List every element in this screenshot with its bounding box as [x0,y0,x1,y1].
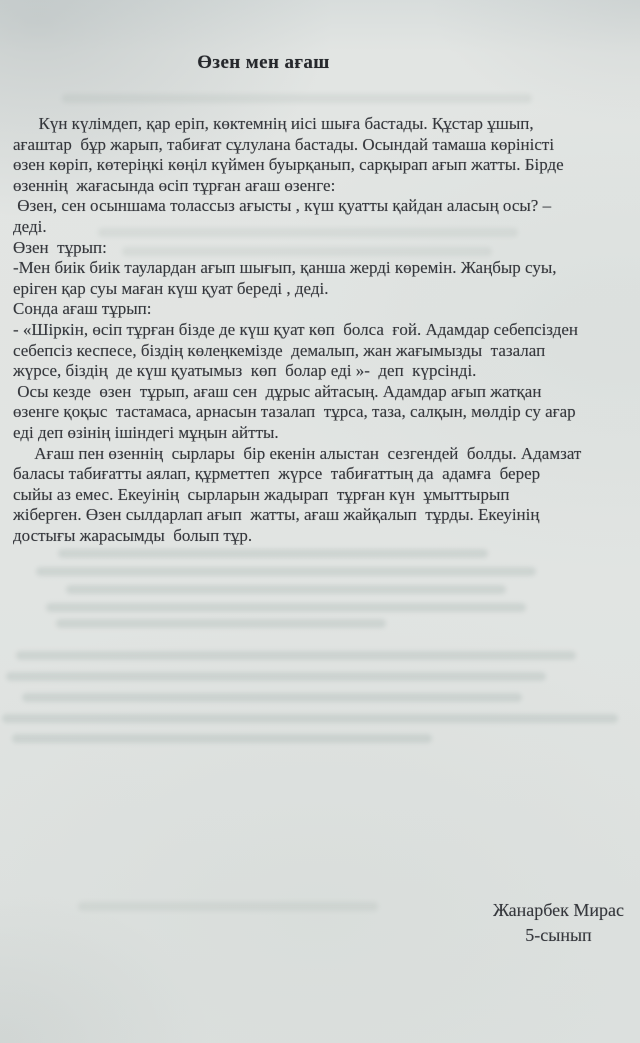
bleedthrough-line [56,619,386,628]
text-line: жіберген. Өзен сылдарлап ағып жатты, ағаш жайқалып тұрды. Екеуінің [13,505,540,525]
bleedthrough-line [6,672,546,681]
document-title: Өзен мен ағаш [197,52,330,73]
bleedthrough-line [66,585,506,594]
text-line: Өзен, сен осыншама толассыз ағысты , күш қуатты қайдан аласың осы? – [13,196,552,216]
text-line: еріген қар суы маған күш қуат береді , деді. [13,278,329,298]
text-line: Күн күлімдеп, қар еріп, көктемнің иісі шыға бастады. Құстар ұшып, [13,114,534,133]
text-line: -Мен биік биік таулардан ағып шығып, қанша жерді көремін. Жаңбыр суы, [13,258,557,278]
author-grade: 5-сынып [525,925,592,945]
text-line: Осы кезде өзен тұрып, ағаш сен дұрыс айтасың. Адамдар ағып жатқан [13,381,542,401]
bleedthrough-line [2,714,618,723]
text-line: - «Шіркін, өсіп тұрған бізде де күш қуат көп болса ғой. Адамдар себепсізден [13,319,579,339]
text-line: Сонда ағаш тұрып: [13,299,152,319]
signature-block [493,898,624,948]
bleedthrough-line [12,734,432,743]
bleedthrough-line [16,651,576,660]
bleedthrough-line [22,693,522,702]
text-line: жүрсе, біздің де күш қуатымыз көп болар еді »- деп күрсінді. [13,361,477,381]
text-line: ағаштар бұр жарып, табиғат сұлулана бастады. Осындай тамаша көріністі [13,134,555,154]
text-line: деді. [13,216,47,236]
text-line: өзен көріп, көтеріңкі көңіл күймен буырқанып, сарқырап ағып жатты. Бірде [13,155,564,175]
text-line: баласы табиғатты аялап, құрметтеп жүрсе табиғаттың да адамға берер [13,464,541,484]
bleedthrough-line [62,94,532,103]
bleedthrough-line [36,567,536,576]
author-name: Жанарбек Мирас [492,900,624,920]
text-line: Ағаш пен өзеннің сырлары бір екенін алыстан сезгендей болды. Адамзат [13,443,582,463]
document-body [13,114,632,546]
text-line: еді деп өзінің ішіндегі мұңын айтты. [13,422,279,442]
text-line: себепсіз кеспесе, біздің көлеңкемізде демалып, жан жағымызды тазалап [13,340,546,360]
bleedthrough-line [78,902,378,911]
text-line: өзенге қоқыс тастамаса, арнасын тазалап тұрса, таза, салқын, мөлдір су ағар [13,402,576,422]
text-line: Өзен тұрып: [13,237,107,257]
text-line: достығы жарасымды болып тұр. [13,525,253,545]
text-line: сыйы аз емес. Екеуінің сырларын жадырап тұрған күн ұмыттырып [13,484,510,504]
text-line: өзеннің жағасында өсіп тұрған ағаш өзенге: [13,175,336,195]
bleedthrough-line [58,549,488,558]
bleedthrough-line [46,603,526,612]
